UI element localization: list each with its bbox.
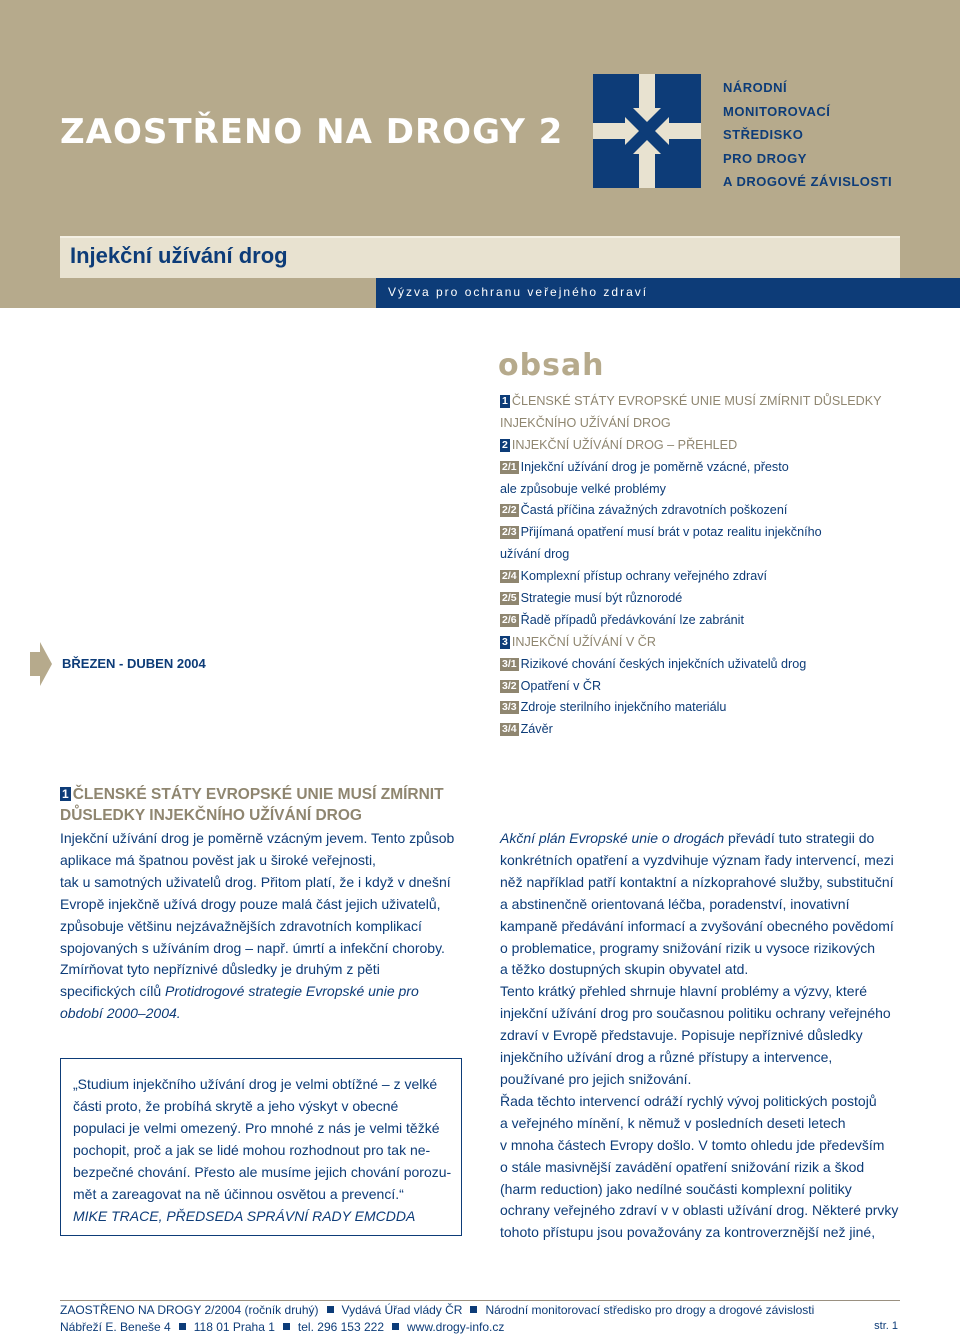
toc-item: [500, 479, 920, 501]
toc-badge: 3/4: [502, 723, 517, 736]
body-line: o problematice, programy snižování rizik u vysoce rizikových: [500, 939, 876, 956]
footer-phone: tel. 296 153 222: [297, 1320, 384, 1334]
body-line: Injekční užívání drog je poměrně vzácným jevem. Tento způsob: [60, 830, 455, 846]
body-line: ochrany veřejného zdraví v v oblasti užívání drog. Některé prvky: [500, 1202, 899, 1219]
body-line: injekčního užívání drog a různé přístupy a intervence,: [500, 1049, 833, 1066]
body-line: způsobuje většinu nejzávažnějších zdravotních komplikací: [60, 917, 422, 934]
toc-item: [500, 435, 920, 457]
pull-quote: [73, 1073, 453, 1227]
toc-badge: 2/6: [502, 613, 517, 626]
toc-item-text: ale způsobuje velké problémy: [500, 481, 666, 496]
quote-line: populaci je velmi omezený. Pro mnohé z nás je velmi těžké: [73, 1120, 440, 1136]
toc-item: [500, 697, 920, 719]
square-bullet-icon: [470, 1306, 477, 1313]
body-line: aplikace má špatnou pověst jak u široké veřejnosti,: [60, 851, 376, 868]
toc-item-text: INJEKČNÍ UŽÍVÁNÍ DROG – PŘEHLED: [511, 437, 738, 452]
section-heading-line: ČLENSKÉ STÁTY EVROPSKÉ UNIE MUSÍ ZMÍRNIT: [72, 786, 444, 803]
toc-item-text: Komplexní přístup ochrany veřejného zdraví: [520, 569, 768, 584]
toc-item-text: Injekční užívání drog je poměrně vzácné, přesto: [520, 459, 789, 474]
body-line: konkrétních opatření a vyzdvihuje význam řady intervencí, mezi: [500, 851, 894, 868]
body-line: o stále masivnější zavádění opatření snižování rizik a škod: [500, 1158, 865, 1175]
toc-item: [500, 566, 920, 588]
quote-line: mět a zareagovat na ně účinnou osvětou a prevencí.“: [73, 1186, 404, 1202]
footer-publication: ZAOSTŘENO NA DROGY 2/2004 (ročník druhý): [60, 1303, 319, 1317]
body-line: Řada těchto intervencí odráží rychlý vývoj politických postojů: [500, 1092, 877, 1109]
body-line: Evropě injekčně užívá drogy pouze malá část jejich uživatelů,: [60, 895, 441, 912]
toc-badge: 2/3: [502, 526, 517, 539]
footer-line-1: [60, 1303, 814, 1317]
toc-item: [500, 391, 920, 413]
body-text: specifických cílů: [60, 983, 166, 1000]
toc-item-text: Závěr: [520, 722, 553, 737]
footer-publisher: Vydává Úřad vlády ČR: [341, 1303, 463, 1317]
emcdda-logo-icon: [593, 74, 701, 188]
toc-badge: 2/1: [502, 460, 517, 473]
quote-line: „Studium injekčního užívání drog je velmi obtížné – z velké: [73, 1076, 438, 1092]
issue-subtitle: Injekční užívání drog: [70, 243, 288, 268]
quote-line: části proto, že probíhá skrytě a jeho výskyt v obecné: [73, 1098, 399, 1114]
footer-org: Národní monitorovací středisko pro drogy a drogové závislosti: [485, 1303, 815, 1317]
body-line: a abstinenčně orientovaná léčba, poradenství, inovativní: [500, 895, 850, 912]
tagline: Výzva pro ochranu veřejného zdraví: [388, 285, 649, 299]
series-title: ZAOSTŘENO NA DROGY 2: [60, 112, 564, 152]
quote-author: MIKE TRACE, PŘEDSEDA SPRÁVNÍ RADY EMCDDA: [73, 1208, 416, 1224]
toc-badge: 2/5: [502, 592, 517, 605]
section-heading-line: DŮSLEDKY INJEKČNÍHO UŽÍVÁNÍ DROG: [60, 807, 362, 824]
toc-item: [500, 457, 920, 479]
body-line: používané pro jejich snižování.: [500, 1070, 692, 1087]
body-line: zdraví v Evropě představuje. Popisuje nepříznivé důsledky: [500, 1027, 863, 1044]
body-line: v mnoha částech Evropy došlo. V tomto ohledu jde především: [500, 1136, 885, 1153]
body-line: období 2000–2004.: [60, 1005, 181, 1022]
body-line: Tento krátký přehled shrnuje hlavní problémy a výzvy, které: [500, 983, 868, 1000]
body-line: a těžko dostupných skupin obyvatel atd.: [500, 961, 749, 978]
body-line: [500, 828, 910, 850]
toc-item: [500, 500, 920, 522]
section-heading: [60, 784, 480, 826]
toc-item-text: Opatření v ČR: [520, 678, 602, 693]
toc-item: [500, 413, 920, 435]
table-of-contents: [500, 391, 920, 741]
toc-badge: 3/1: [502, 657, 517, 670]
body-column-left: [60, 828, 480, 1025]
strategy-title: Protidrogové strategie Evropské unie pro: [165, 983, 419, 1000]
toc-badge: 3/2: [502, 679, 517, 692]
toc-badge: 2/2: [502, 504, 517, 517]
toc-item: [500, 544, 920, 566]
toc-badge: 2/4: [502, 570, 517, 583]
toc-item-text: užívání drog: [500, 547, 570, 562]
org-name-line: MONITOROVACÍ: [723, 103, 831, 119]
body-text: převádí tuto strategii do: [724, 830, 875, 846]
toc-title: obsah: [498, 348, 605, 383]
toc-badge: 2: [502, 438, 508, 451]
toc-item-text: Rizikové chování českých injekčních uživatelů drog: [520, 656, 807, 671]
toc-item-text: INJEKČNÍHO UŽÍVÁNÍ DROG: [500, 415, 671, 430]
toc-item-text: Strategie musí být různorodé: [520, 591, 683, 606]
toc-item-text: ČLENSKÉ STÁTY EVROPSKÉ UNIE MUSÍ ZMÍRNIT DŮSLEDKY: [511, 394, 882, 408]
org-name-line: PRO DROGY: [723, 150, 807, 166]
footer-rule: [60, 1300, 900, 1301]
toc-item-text: INJEKČNÍ UŽÍVÁNÍ V ČR: [511, 634, 656, 649]
section-badge: 1: [62, 787, 69, 801]
square-bullet-icon: [179, 1323, 186, 1330]
toc-item: [500, 588, 920, 610]
toc-item-text: Přijímaná opatření musí brát v potaz realitu injekčního: [520, 525, 822, 540]
arrow-right-icon: [30, 642, 52, 686]
body-line: tak u samotných uživatelů drog. Přitom platí, že i když v dnešní: [60, 873, 451, 890]
issue-date: BŘEZEN - DUBEN 2004: [62, 656, 206, 671]
toc-item-text: Zdroje sterilního injekčního materiálu: [520, 700, 727, 715]
body-line: [60, 981, 480, 1003]
footer-address: Nábřeží E. Beneše 4: [60, 1320, 171, 1334]
toc-item: [500, 676, 920, 698]
square-bullet-icon: [283, 1323, 290, 1330]
square-bullet-icon: [327, 1306, 334, 1313]
toc-item: [500, 632, 920, 654]
toc-badge: 3: [502, 635, 508, 648]
toc-item-text: Častá příčina závažných zdravotních poškození: [520, 503, 788, 518]
body-line: a veřejného mínění, k němuž v posledních deseti letech: [500, 1114, 846, 1131]
quote-line: pochopit, proč a jak se lidé mohou rozhodnout pro tak ne-: [73, 1142, 431, 1158]
body-column-right: [500, 828, 910, 1244]
toc-item-text: Řadě případů předávkování lze zabránit: [520, 612, 744, 627]
toc-badge: 1: [502, 395, 508, 407]
toc-item: [500, 654, 920, 676]
body-line: (harm reduction) jako nedílné součásti komplexní politiky: [500, 1180, 852, 1197]
body-line: kampaně předávání informací a zvyšování obecného povědomí: [500, 917, 894, 934]
toc-badge: 3/3: [502, 701, 517, 714]
square-bullet-icon: [392, 1323, 399, 1330]
body-line: tohoto přístupu jsou považovány za kontroverznější než jiné,: [500, 1224, 876, 1241]
footer-line-2: [60, 1320, 504, 1334]
toc-item: [500, 719, 920, 741]
action-plan-title: Akční plán Evropské unie o drogách: [500, 830, 725, 846]
page-number: str. 1: [874, 1320, 898, 1332]
footer-city: 118 01 Praha 1: [193, 1320, 275, 1334]
quote-line: bezpečné chování. Přesto ale musíme jejich chování porozu-: [73, 1164, 452, 1180]
footer-website-link[interactable]: www.drogy-info.cz: [407, 1320, 505, 1334]
body-line: Zmírňovat tyto nepříznivé důsledky je druhým z pěti: [60, 961, 380, 978]
org-name: [723, 76, 892, 194]
body-line: spojovaných s užíváním drog – např. úmrtí a infekční choroby.: [60, 939, 445, 956]
org-name-line: STŘEDISKO: [723, 127, 804, 142]
body-line: injekční užívání drog pro současnou politiku ochrany veřejného: [500, 1005, 891, 1022]
org-name-line: NÁRODNÍ: [723, 80, 788, 95]
body-line: něž například patří kontaktní a nízkoprahové služby, substituční: [500, 873, 894, 890]
toc-item: [500, 522, 920, 544]
org-name-line: A DROGOVÉ ZÁVISLOSTI: [723, 174, 893, 189]
toc-item: [500, 610, 920, 632]
